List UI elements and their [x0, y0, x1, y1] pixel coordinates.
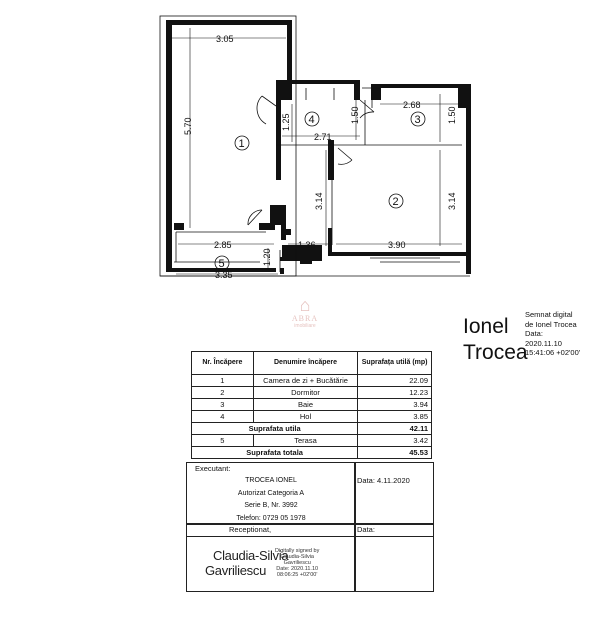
- dim-3-14-right: 3.14: [447, 192, 457, 210]
- row-nr: 4: [192, 411, 254, 423]
- executant-line: Telefon: 0729 05 1978: [236, 514, 306, 522]
- digital-signature-name: [463, 314, 528, 366]
- signature-first-name: Ionel: [463, 315, 509, 338]
- digital-stamp: [275, 548, 319, 578]
- signature-last-name: Trocea: [463, 341, 528, 364]
- row-nr: 2: [192, 387, 254, 399]
- row-name: Dormitor: [253, 387, 357, 399]
- stamp-line: 08:06:25 +02'00': [276, 572, 318, 578]
- total-area-label: Suprafata totala: [192, 447, 358, 459]
- row-name: Baie: [253, 399, 357, 411]
- dim-3-90: 3.90: [388, 240, 406, 250]
- receptionat-signature-date-box: [354, 536, 434, 592]
- row-name: Terasa: [253, 435, 357, 447]
- total-area-value: 45.53: [358, 447, 432, 459]
- logo-mark-icon: ⌂: [299, 295, 311, 315]
- dim-3-05: 3.05: [216, 34, 234, 44]
- walls: [166, 20, 471, 274]
- floor-plan: [0, 0, 609, 300]
- table-row: [192, 375, 432, 387]
- room-5-number: 5: [218, 258, 225, 270]
- header-nr: Nr. Încăpere: [192, 352, 254, 375]
- util-area-label: Suprafata utila: [192, 423, 358, 435]
- util-area-row: [192, 423, 432, 435]
- signature-info-line: Data:: [525, 329, 543, 338]
- dim-1-50-baie: 1.50: [447, 106, 457, 124]
- executant-line: Serie B, Nr. 3992: [244, 502, 298, 509]
- dim-2-85: 2.85: [214, 240, 232, 250]
- signature-hand-line2: Gavriliescu: [205, 563, 266, 578]
- table-row: [192, 399, 432, 411]
- room-3-number: 3: [414, 114, 421, 126]
- receptionat-date-label: Data:: [357, 525, 375, 534]
- dimension-lines: [172, 28, 462, 274]
- row-area: 12.23: [358, 387, 432, 399]
- table-row: [192, 387, 432, 399]
- row-name: Hol: [253, 411, 357, 423]
- dim-1-25: 1.25: [281, 113, 291, 131]
- digital-signature-info: [525, 310, 580, 358]
- abra-logo: [282, 296, 328, 329]
- row-nr: 5: [192, 435, 254, 447]
- signature-info-line: de Ionel Trocea: [525, 319, 577, 329]
- receptionat-date-box: [354, 523, 434, 537]
- dim-3-35: 3.35: [215, 270, 233, 280]
- stamp-line: Digitally signed by: [275, 548, 320, 554]
- row-area: 22.09: [358, 375, 432, 387]
- signature-hand-line1: Claudia-Silvia: [213, 548, 289, 563]
- stamp-line: Gavriliescu: [283, 560, 311, 566]
- executant-date: Data: 4.11.2020: [357, 476, 410, 485]
- room-area-table: [191, 351, 432, 459]
- row-area: 3.94: [358, 399, 432, 411]
- signature-info-line: 2020.11.10: [525, 338, 562, 348]
- stamp-line: Date: 2020.11.10: [276, 566, 319, 572]
- signature-info-line: Semnat digital: [525, 310, 573, 319]
- executant-line: TROCEA IONEL: [245, 477, 297, 484]
- table-row: [192, 411, 432, 423]
- logo-subtitle: imobiliare: [294, 323, 316, 329]
- row-name: Camera de zi + Bucătărie: [253, 375, 357, 387]
- receptionat-signature-box: [186, 536, 356, 592]
- stamp-line: Claudia-Silvia: [280, 554, 314, 560]
- table-row: [192, 435, 432, 447]
- executant-label: Executant:: [195, 464, 231, 473]
- executant-date-box: [354, 462, 434, 525]
- header-suprafata: Suprafața utilă (mp): [358, 352, 432, 375]
- table-header-row: [192, 352, 432, 375]
- dim-2-71: 2.71: [314, 132, 332, 142]
- signature-info-line: 15:41:06 +02'00': [525, 348, 581, 357]
- thin-lines: [160, 16, 470, 276]
- room-1-number: 1: [238, 138, 245, 150]
- dim-5-70: 5.70: [183, 117, 193, 135]
- room-4-number: 4: [308, 114, 315, 126]
- receptionat-box: [186, 523, 356, 537]
- dim-1-50-hol: 1.50: [350, 106, 360, 124]
- header-denumire: Denumire încăpere: [253, 352, 357, 375]
- dim-1-20: 1.20: [262, 248, 272, 266]
- row-area: 3.85: [358, 411, 432, 423]
- dim-1-36: 1.36: [298, 240, 316, 250]
- row-area: 3.42: [358, 435, 432, 447]
- util-area-value: 42.11: [358, 423, 432, 435]
- executant-details: [187, 475, 355, 525]
- receptionat-label: Receptionat,: [229, 525, 272, 534]
- executant-box: [186, 462, 356, 525]
- logo-name: ABRA: [291, 314, 319, 323]
- dim-2-68: 2.68: [403, 100, 421, 110]
- dim-3-14-left: 3.14: [314, 192, 324, 210]
- executant-line: Autorizat Categoria A: [237, 489, 305, 497]
- total-area-row: [192, 447, 432, 459]
- room-2-number: 2: [392, 196, 399, 208]
- row-nr: 1: [192, 375, 254, 387]
- row-nr: 3: [192, 399, 254, 411]
